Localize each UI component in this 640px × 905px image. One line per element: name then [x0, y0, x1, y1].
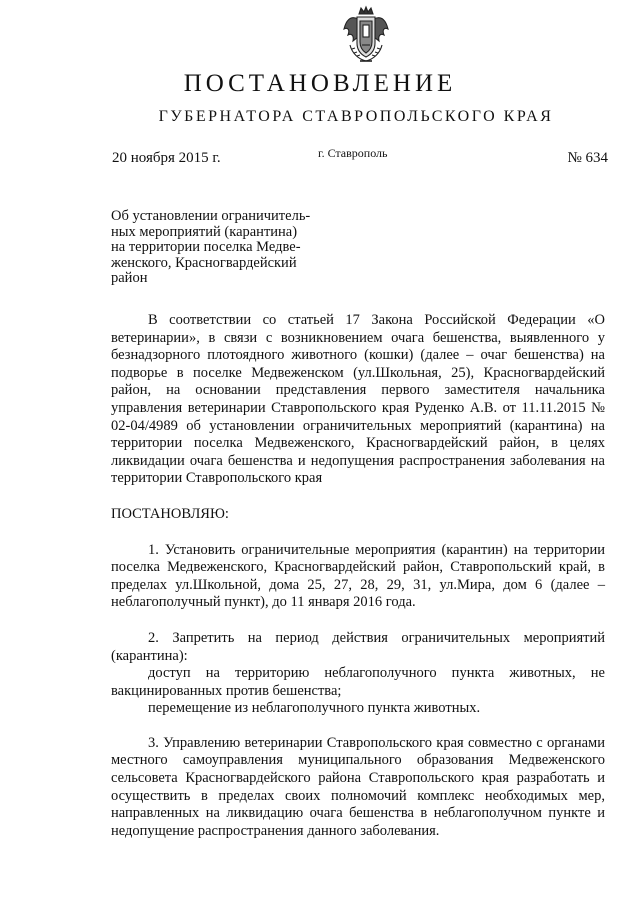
subject-line: на территории поселка Медве- — [111, 239, 301, 255]
subject-line: район — [111, 270, 148, 286]
document-title: ПОСТАНОВЛЕНИЕ — [183, 70, 457, 97]
item-2-paragraph: 2. Запретить на период действия ограничительных мероприятий (карантина): — [111, 629, 605, 664]
item-3-paragraph: 3. Управлению ветеринарии Ставропольского края совместно с органами местного самоуправления муниципального образования Медвеженского сельсовета Красногвардейского района Ставропольского края разработать и осуществить в пределах своих полномочий комплекс необходимых мер, направленных на ликвидацию очага бешенства в неблагополучном пункте и недопущение распространения данного заболевания. — [111, 734, 605, 839]
subject-line: Об установлении ограничитель- — [111, 208, 311, 224]
document-city: г. Ставрополь — [318, 146, 388, 160]
document-number: № 634 — [567, 150, 608, 166]
subject-line: ных мероприятий (карантина) — [111, 223, 298, 240]
coat-of-arms-icon — [340, 5, 392, 65]
preamble-paragraph: В соответствии со статьей 17 Закона Российской Федерации «О ветеринарии», в связи с возникновением очага бешенства, выявленного у безнадзорного плотоядного животного (кошки) (далее – очаг бешенства) на подворье в поселке Медвеженском (ул.Школьная, 25), Красногвардейский район, на основании представления первого заместителя начальника управления ветеринарии Ставропольского края Руденко А.В. от 11.11.2015 № 02-04/4989 об установлении ограничительных мероприятий (карантина) на территории поселка Медвеженского, Красногвардейский район, в целях ликвидации очага бешенства и недопущения распространения заболевания на территории Ставропольского края — [111, 312, 605, 487]
subject-line: женского, Красногвардейский — [111, 254, 297, 271]
decree-word: ПОСТАНОВЛЯЮ: — [111, 505, 229, 522]
item-2-subitem: доступ на территорию неблагополучного пункта животных, не вакцинированных против бешенства; — [111, 665, 605, 699]
document-body — [111, 312, 605, 840]
item-1-paragraph: 1. Установить ограничительные мероприятия (карантин) на территории поселка Медвеженского, Красногвардейский район, Ставропольский край, в пределах ул.Школьной, дома 25, 27, 28, 29, 31, ул.Мира, дом 6 (далее – неблагополучный пункт), до 11 января 2016 года. — [111, 541, 605, 611]
item-2-subitem: перемещение из неблагополучного пункта животных. — [148, 700, 481, 717]
document-subtitle: ГУБЕРНАТОРА СТАВРОПОЛЬСКОГО КРАЯ — [158, 108, 554, 125]
document-date: 20 ноября 2015 г. — [112, 150, 221, 166]
document-subject — [111, 209, 321, 287]
